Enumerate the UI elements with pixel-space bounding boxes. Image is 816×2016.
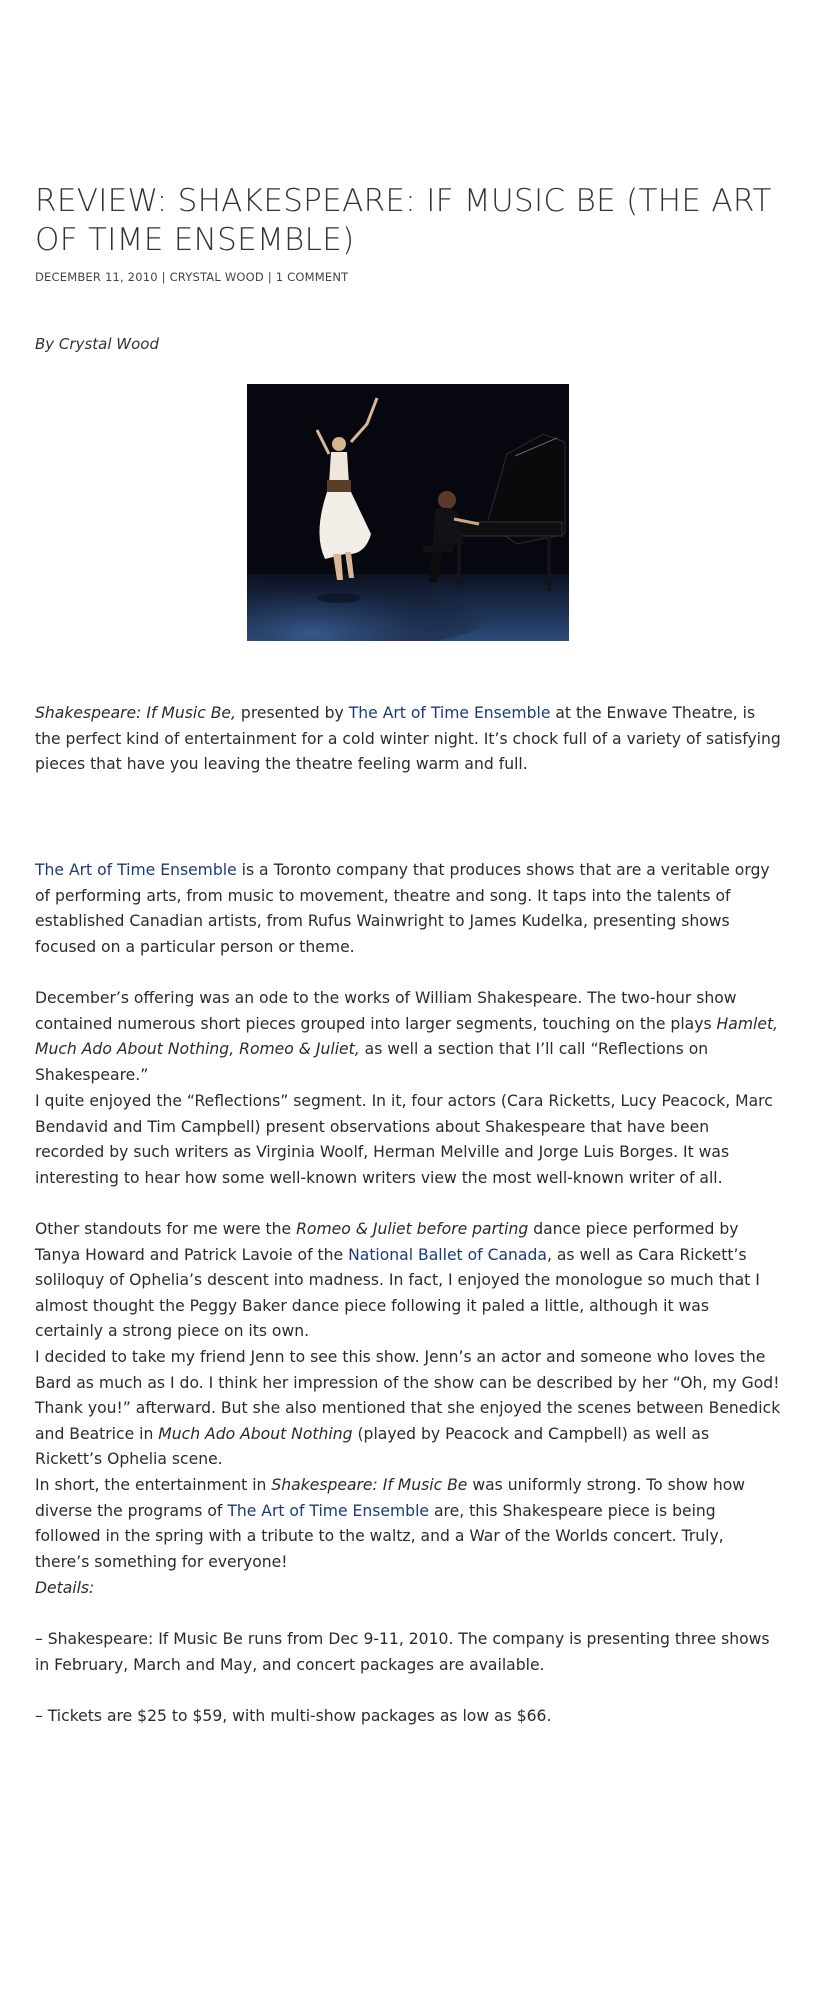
paragraph-text: was uniformly strong. To show how diverse the programs of xyxy=(35,1476,746,1520)
paragraph-text: presented by xyxy=(235,704,349,722)
paragraph-text: December’s offering was an ode to the works of William Shakespeare. The two-hour show contained numerous short pieces grouped into larger segments, touching on the plays xyxy=(35,989,737,1033)
details-heading-text: Details: xyxy=(35,1579,95,1597)
paragraph-text: are, this Shakespeare piece is being followed in the spring with a tribute to the waltz, and a War of the Worlds concert. Truly, there’s something for everyone! xyxy=(35,1501,724,1571)
show-title-italic: Shakespeare: If Music Be, xyxy=(35,704,236,722)
plays-italic: Hamlet, Much Ado About Nothing, Romeo & Juliet, xyxy=(35,1014,779,1059)
paragraph-text: Other standouts for me were the xyxy=(35,1220,297,1238)
meta-separator: | xyxy=(157,270,170,284)
ensemble-link[interactable]: The Art of Time Ensemble xyxy=(227,1501,430,1520)
comments-link[interactable]: 1 COMMENT xyxy=(275,270,349,284)
paragraph-standouts xyxy=(35,1217,781,1345)
show-title-italic: Shakespeare: If Music Be xyxy=(271,1476,468,1494)
paragraph-text: dance piece performed by Tanya Howard and Patrick Lavoie of the xyxy=(35,1220,739,1264)
paragraph-text: I decided to take my friend Jenn to see this show. Jenn’s an actor and someone who loves the Bard as much as I do. I think her impression of the show can be described by her “Oh, my God! Thank you!” afterward. But she also mentioned that she enjoyed the scenes between Benedick and Beatrice in xyxy=(35,1348,781,1443)
paragraph-text: , as well as Cara Rickett’s soliloquy of Ophelia’s descent into madness. In fact, I enjoyed the monologue so much that I almost thought the Peggy Baker dance piece following it paled a little, although it was certainly a strong piece on its own. xyxy=(35,1245,760,1341)
paragraph-text: is a Toronto company that produces shows that are a veritable orgy of performing arts, from music to movement, theatre and song. It taps into the talents of established Canadian artists, from Rufus Wainwright to James Kudelka, presenting shows focused on a particular person or theme. xyxy=(35,861,770,956)
post-date-link[interactable]: DECEMBER 11, 2010 xyxy=(35,270,158,284)
paragraph-reflections xyxy=(35,1089,781,1191)
article-title: REVIEW: SHAKESPEARE: IF MUSIC BE (THE ART OF TIME ENSEMBLE) xyxy=(35,183,772,258)
paragraph-jenn xyxy=(35,1345,781,1473)
play-title-italic: Much Ado About Nothing xyxy=(158,1424,353,1443)
performance-photo xyxy=(247,384,569,641)
paragraph-offering xyxy=(35,986,781,1088)
paragraph-text: I quite enjoyed the “Reflections” segment. In it, four actors (Cara Ricketts, Lucy Peacock, Marc Bendavid and Tim Campbell) present observations about Shakespeare that have been recorded by such writers as Virginia Woolf, Herman Melville and Jorge Luis Borges. It was interesting to hear how some well-known writers view the most well-known writer of all. xyxy=(35,1092,773,1187)
paragraph-intro xyxy=(35,701,781,778)
ensemble-link[interactable]: The Art of Time Ensemble xyxy=(348,704,551,722)
details-item-tickets: – Tickets are $25 to $59, with multi-show packages as low as $66. xyxy=(35,1707,552,1725)
paragraph-text: In short, the entertainment in xyxy=(35,1476,272,1494)
paragraph-text: at the Enwave Theatre, is the perfect kind of entertainment for a cold winter night. It’s chock full of a variety of satisfying pieces that have you leaving the theatre feeling warm and full. xyxy=(35,704,781,774)
details-item-run: – Shakespeare: If Music Be runs from Dec 9-11, 2010. The company is presenting three shows in February, March and May, and concert packages are available. xyxy=(35,1630,770,1674)
paragraph-summary xyxy=(35,1473,781,1575)
paragraph-company xyxy=(35,858,781,960)
dance-piece-italic: Romeo & Juliet before parting xyxy=(296,1220,529,1238)
paragraph-text: as well a section that I’ll call “Reflections on Shakespeare.” xyxy=(35,1040,709,1084)
paragraph-text: (played by Peacock and Campbell) as well as Rickett’s Ophelia scene. xyxy=(35,1424,710,1469)
ballet-link[interactable]: National Ballet of Canada xyxy=(348,1245,547,1264)
byline: By Crystal Wood xyxy=(35,335,159,353)
ensemble-link[interactable]: The Art of Time Ensemble xyxy=(35,861,237,879)
details-heading xyxy=(35,1576,781,1602)
post-meta xyxy=(35,270,348,284)
meta-separator: | xyxy=(263,270,276,284)
author-link[interactable]: CRYSTAL WOOD xyxy=(169,270,264,284)
